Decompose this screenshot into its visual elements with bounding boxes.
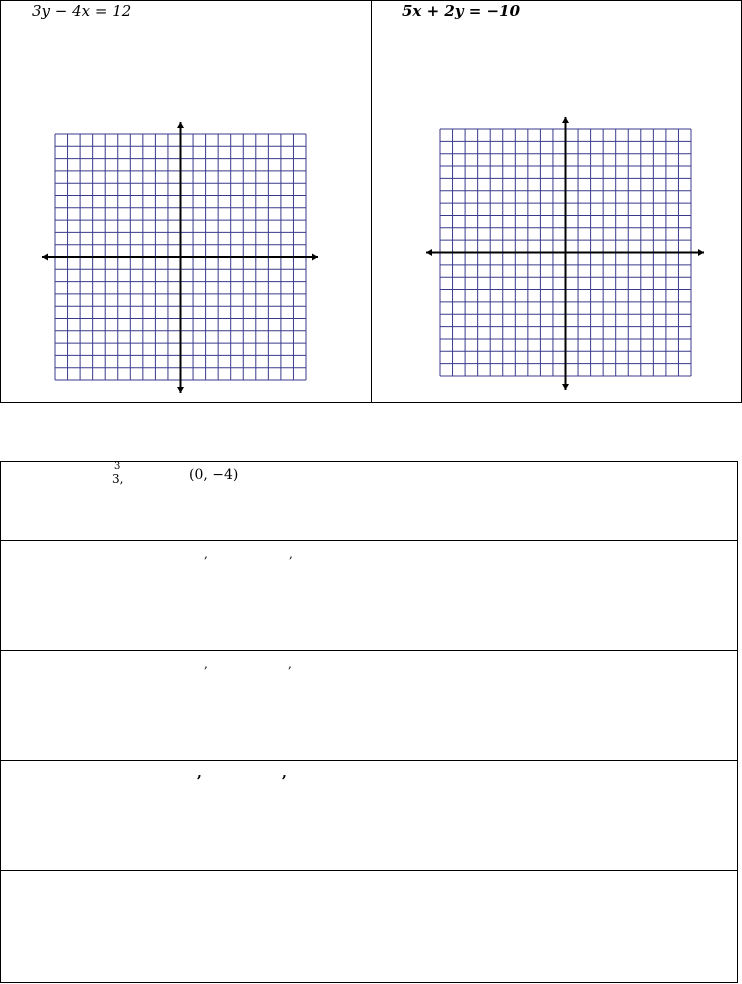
superscript-fragment: 3 xyxy=(114,461,121,472)
comma-fragment: , xyxy=(282,765,287,781)
table-row xyxy=(1,871,738,983)
arrowhead-icon xyxy=(426,249,432,256)
arrowhead-icon xyxy=(312,254,318,261)
comma-fragment: , xyxy=(289,547,293,561)
table-row xyxy=(1,761,738,871)
left-coordinate-grid xyxy=(40,120,325,398)
arrowhead-icon xyxy=(698,249,704,256)
table-cell xyxy=(1,761,738,871)
work-table xyxy=(0,461,738,983)
table-row xyxy=(1,541,738,651)
arrowhead-icon xyxy=(177,387,184,393)
panel-divider xyxy=(371,0,372,403)
table-row xyxy=(1,462,738,541)
comma-fragment: , xyxy=(204,657,208,671)
comma-fragment: , xyxy=(288,657,292,671)
point-fragment: (0, −4) xyxy=(189,467,239,483)
right-equation: 5x + 2y = −10 xyxy=(402,2,521,20)
comma-fragment: , xyxy=(204,547,208,561)
denominator-fragment: 3, xyxy=(112,472,124,486)
table-cell xyxy=(1,651,738,761)
table-row xyxy=(1,651,738,761)
arrowhead-icon xyxy=(177,122,184,128)
right-coordinate-grid xyxy=(424,114,709,396)
table-cell xyxy=(1,871,738,983)
table-cell xyxy=(1,462,738,541)
left-equation: 3y − 4x = 12 xyxy=(32,2,132,20)
comma-fragment: , xyxy=(197,765,202,781)
arrowhead-icon xyxy=(42,254,48,261)
table-cell xyxy=(1,541,738,651)
arrowhead-icon xyxy=(562,384,569,390)
arrowhead-icon xyxy=(562,117,569,123)
